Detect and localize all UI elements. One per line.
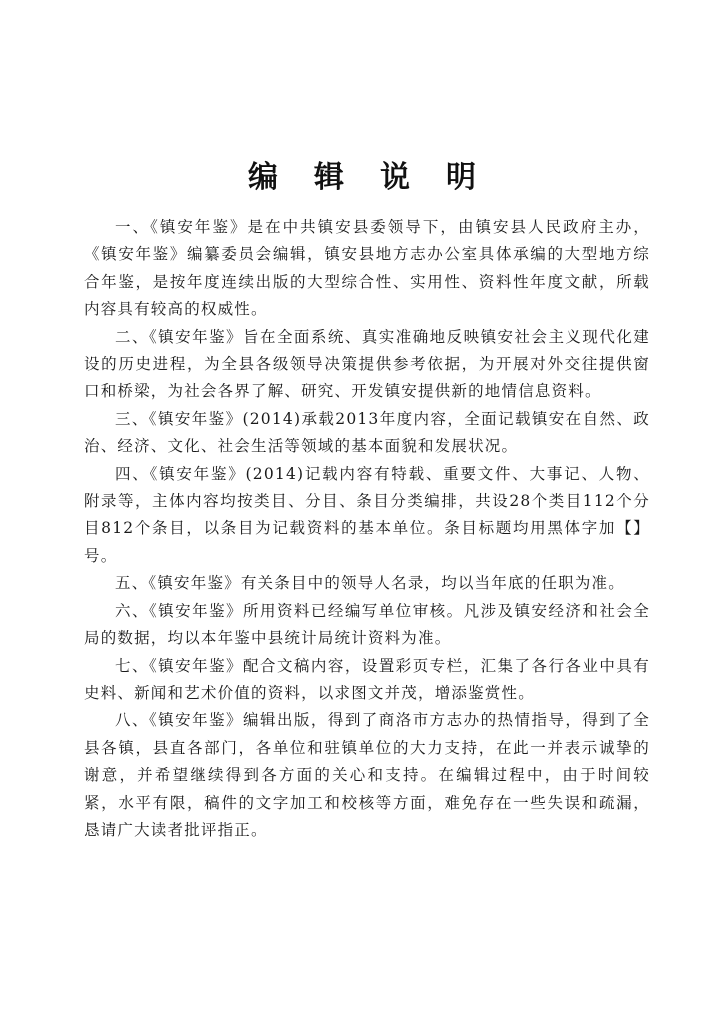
body-text xyxy=(84,214,650,844)
paragraph-8: 八、《镇安年鉴》编辑出版，得到了商洛市方志办的热情指导，得到了全县各镇，县直各部门，各单位和驻镇单位的大力支持，在此一并表示诚挚的谢意，并希望继续得到各方面的关心和支持。在编辑过程中，由于时间较紧，水平有限，稿件的文字加工和校核等方面，难免存在一些失误和疏漏，恳请广大读者批评指正。 xyxy=(84,711,650,839)
paragraph-3: 三、《镇安年鉴》(2014)承载2013年度内容，全面记载镇安在自然、政治、经济、文化、社会生活等领域的基本面貌和发展状况。 xyxy=(84,409,650,456)
paragraph-7: 七、《镇安年鉴》配合文稿内容，设置彩页专栏，汇集了各行各业中具有史料、新闻和艺术价值的资料，以求图文并茂，增添鉴赏性。 xyxy=(84,656,650,702)
paragraph-2: 二、《镇安年鉴》旨在全面系统、真实准确地反映镇安社会主义现代化建设的历史进程，为全县各级领导决策提供参考依据，为开展对外交往提供窗口和桥梁，为社会各界了解、研究、开发镇安提供新的地情信息资料。 xyxy=(84,327,650,401)
paragraph-6: 六、《镇安年鉴》所用资料已经编写单位审核。凡涉及镇安经济和社会全局的数据，均以本年鉴中县统计局统计资料为准。 xyxy=(84,601,650,648)
page-title: 编辑说明 xyxy=(248,160,512,196)
paragraph-1: 一、《镇安年鉴》是在中共镇安县委领导下，由镇安县人民政府主办，《镇安年鉴》编纂委员会编辑，镇安县地方志办公室具体承编的大型地方综合年鉴，是按年度连续出版的大型综合性、实用性、资料性年度文献，所载内容具有较高的权威性。 xyxy=(84,218,650,319)
paragraph-4: 四、《镇安年鉴》(2014)记载内容有特载、重要文件、大事记、人物、附录等，主体内容均按类目、分目、条目分类编排，共设28个类目112个分目812个条目，以条目为记载资料的基本单位。条目标题均用黑体字加【】号。 xyxy=(84,464,650,565)
paragraph-5: 五、《镇安年鉴》有关条目中的领导人名录，均以当年底的任职为准。 xyxy=(115,574,625,593)
